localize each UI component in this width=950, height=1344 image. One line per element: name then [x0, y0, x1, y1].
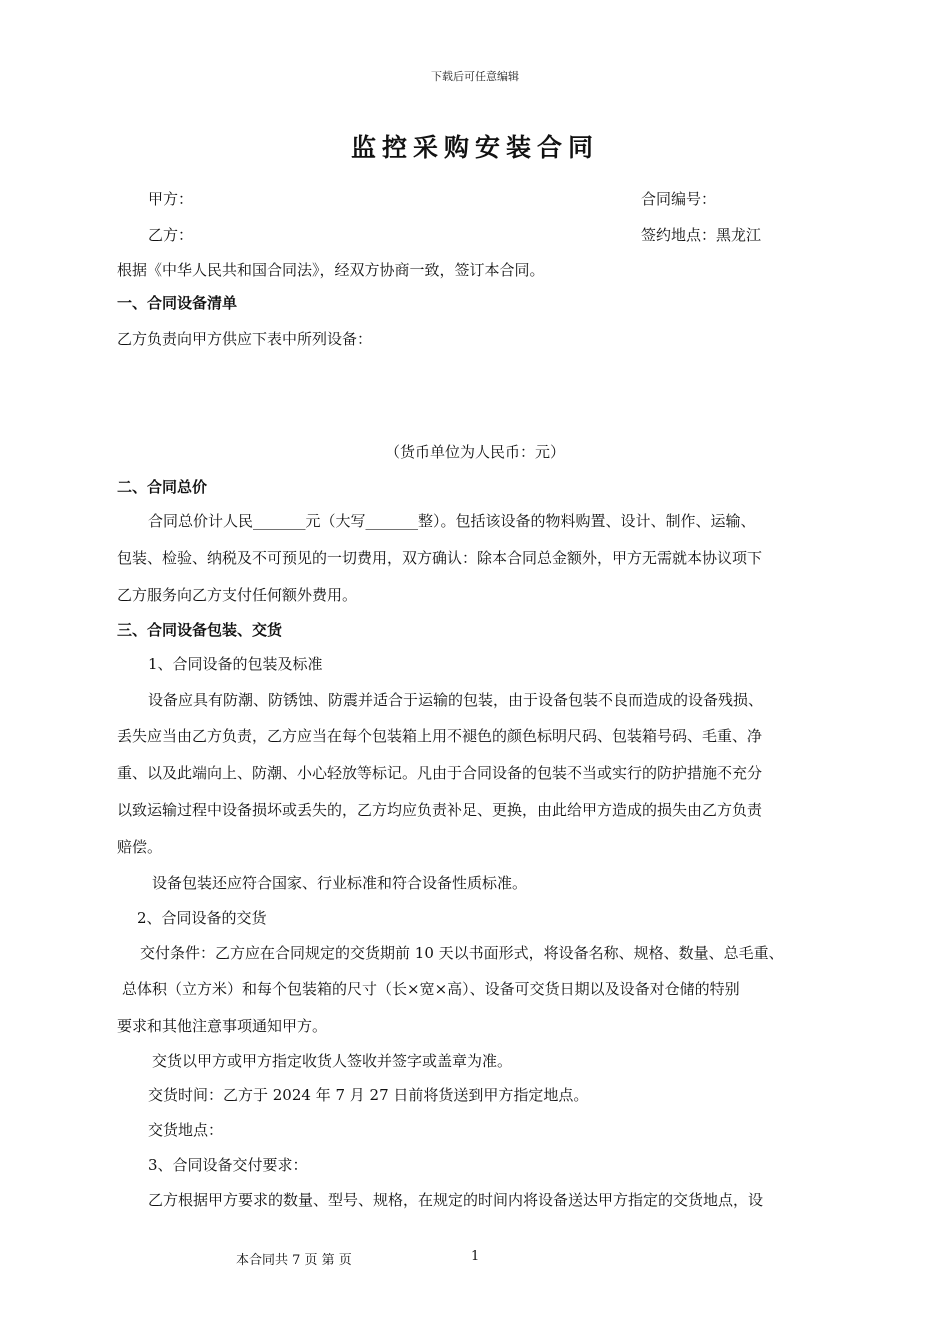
- packaging-paragraph-line: 以致运输过程中设备损坏或丢失的，乙方均应负责补足、更换，由此给甲方造成的损失由乙方负责: [117, 801, 763, 819]
- delivery-conditions-line: 交付条件：乙方应在合同规定的交货期前 10 天以书面形式，将设备名称、规格、数量、总毛重、: [140, 944, 784, 962]
- packaging-paragraph-line: 丢失应当由乙方负责，乙方应当在每个包装箱上用不褪色的颜色标明尺码、包装箱号码、毛重、净: [117, 727, 763, 745]
- packaging-paragraph-line: 重、以及此端向上、防潮、小心轻放等标记。凡由于合同设备的包装不当或实行的防护措施不充分: [117, 764, 763, 782]
- packaging-paragraph-line: 赔偿。: [117, 838, 163, 856]
- header-note: 下载后可任意编辑: [431, 70, 519, 83]
- party-b-label: 乙方：: [148, 226, 194, 244]
- section-2-line: 包装、检验、纳税及不可预见的一切费用，双方确认：除本合同总金额外，甲方无需就本协议项下: [117, 549, 763, 567]
- section-3-heading: 三、合同设备包装、交货: [117, 621, 283, 639]
- currency-note: （货币单位为人民币：元）: [384, 443, 565, 461]
- party-a-label: 甲方：: [148, 190, 194, 208]
- intro-text: 根据《中华人民共和国合同法》，经双方协商一致，签订本合同。: [117, 261, 545, 279]
- signing-place: 签约地点：黑龙江: [641, 226, 762, 244]
- delivery-conditions-line: 要求和其他注意事项通知甲方。: [117, 1017, 328, 1035]
- section-2-line: 合同总价计人民_______元（大写_______整）。包括该设备的物料购置、设计、制作、运输、: [148, 512, 756, 530]
- contract-number-label: 合同编号：: [641, 190, 717, 208]
- packaging-paragraph-line: 设备应具有防潮、防锈蚀、防震并适合于运输的包装，由于设备包装不良而造成的设备残损、: [148, 691, 764, 709]
- section-1-text: 乙方负责向甲方供应下表中所列设备：: [117, 330, 373, 348]
- subsection-3-heading: 3、合同设备交付要求：: [148, 1156, 308, 1174]
- delivery-conditions-line: 总体积（立方米）和每个包装箱的尺寸（长×宽×高）、设备可交货日期以及设备对仓储的特别: [122, 980, 740, 998]
- section-2-line: 乙方服务向乙方支付任何额外费用。: [117, 586, 358, 604]
- delivery-place-label: 交货地点：: [148, 1121, 224, 1139]
- section-2-heading: 二、合同总价: [117, 478, 208, 496]
- delivery-requirements-text: 乙方根据甲方要求的数量、型号、规格，在规定的时间内将设备送达甲方指定的交货地点，设: [148, 1191, 764, 1209]
- section-1-heading: 一、合同设备清单: [117, 294, 238, 312]
- packaging-standard-text: 设备包装还应符合国家、行业标准和符合设备性质标准。: [152, 874, 528, 892]
- footer-page-number: 1: [471, 1249, 480, 1264]
- document-title: 监控采购安装合同: [350, 133, 599, 162]
- delivery-time-text: 交货时间：乙方于 2024 年 7 月 27 日前将货送到甲方指定地点。: [148, 1086, 589, 1104]
- delivery-acceptance-text: 交货以甲方或甲方指定收货人签收并签字或盖章为准。: [152, 1052, 513, 1070]
- footer-page-info: 本合同共 7 页 第 页: [236, 1253, 352, 1268]
- subsection-2-heading: 2、合同设备的交货: [137, 909, 267, 927]
- subsection-1-heading: 1、合同设备的包装及标准: [148, 655, 323, 673]
